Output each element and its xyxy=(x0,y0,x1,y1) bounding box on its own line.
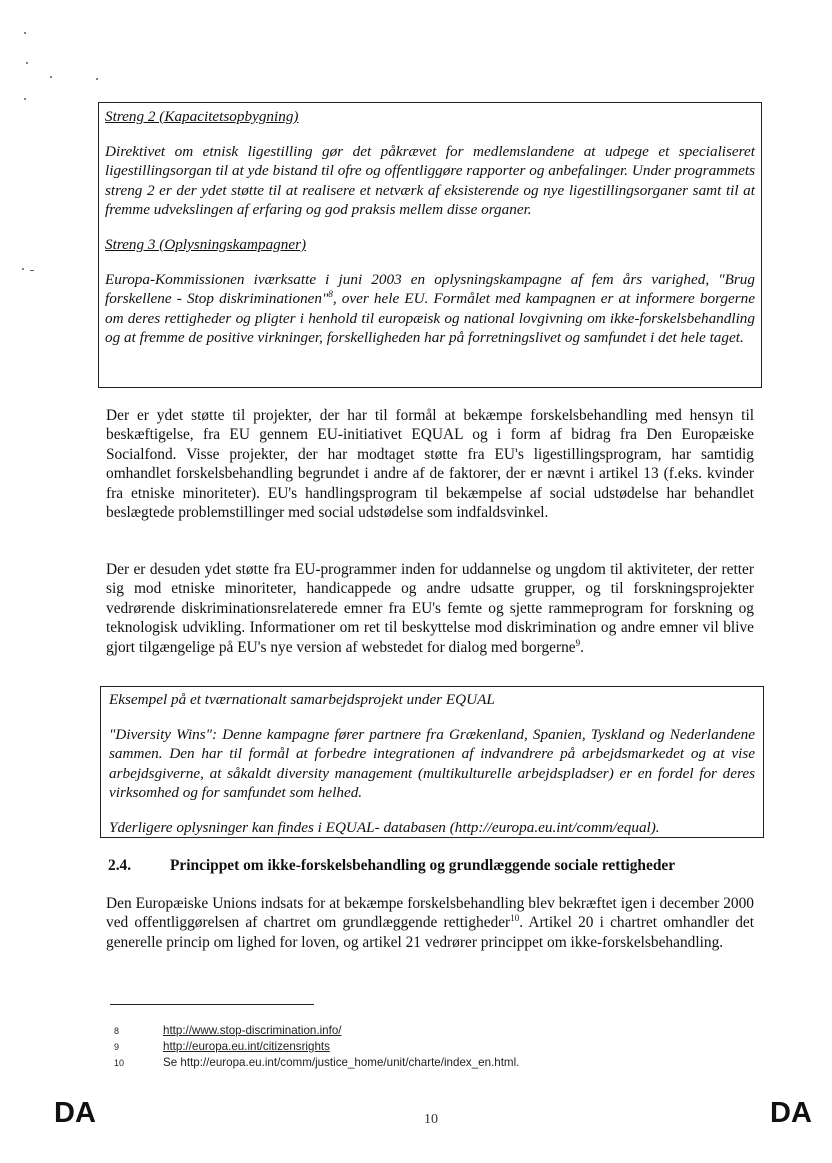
example-text: "Diversity Wins": Denne kampagne fører partnere fra Grækenland, Spanien, Tyskland og Nederlandene sammen. Den har til formål at forbedre integrationen af indvandrere på arbejdsmarkedet og at vise arbejdsgiverne, at såkaldt diversity management (multikulturelle arbejdspladser) er en fordel for deres virksomhed og for samfundet som helhed. xyxy=(109,726,755,801)
scan-speck xyxy=(24,98,26,100)
footnote-10-text: Se http://europa.eu.int/comm/justice_home/unit/charte/index_en.html. xyxy=(163,1056,520,1069)
scan-speck xyxy=(30,270,34,271)
footnote-8: 8 http://www.stop-discrimination.info/ xyxy=(114,1024,342,1037)
footnote-8-link[interactable]: http://www.stop-discrimination.info/ xyxy=(163,1024,342,1037)
paragraph-education-programs: Der er desuden ydet støtte fra EU-programmer inden for uddannelse og ungdom til aktiviteter, der retter sig mod etniske minoriteter, handicappede og andre udsatte grupper, og til forskningsprojekter vedrørende diskriminationsrelaterede emner fra EU's femte og sjette rammeprogram for forskning og teknologisk udvikling. Informationer om ret til beskyttelse mod diskrimination og andre emner vil blive gjort tilgængelige på EU's nye version af webstedet for dialog med borgerne$^9$. xyxy=(106,561,754,656)
example-more-info: Yderligere oplysninger kan findes i EQUAL- databasen (http://europa.eu.int/comm/equal). xyxy=(109,819,660,837)
equal-example-box xyxy=(100,686,764,838)
footnote-9-link[interactable]: http://europa.eu.int/citizensrights xyxy=(163,1040,330,1053)
strand-2-text: Direktivet om etnisk ligestilling gør det påkrævet for medlemslandene at udpege et specialiseret ligestillingsorgan til at yde bistand til ofre og offentliggøre rapporter og anbefalinger. Under programmets streng 2 er der ydet støtte til at realisere et netværk af eksisterende og nye ligestillingsorganer samt til at fremme udvekslingen af erfaring og god praksis mellem disse organer. xyxy=(105,143,755,218)
paragraph-charter: Den Europæiske Unions indsats for at bekæmpe forskelsbehandling blev bekræftet igen i december 2000 ved offentliggørelsen af chartret om grundlæggende rettigheder$^{10}$. Artikel 20 i chartret omhandler det generelle princip om lighed for loven, og artikel 21 vedrører princippet om ikke-forskelsbehandling. xyxy=(106,895,754,951)
scan-speck xyxy=(50,76,52,78)
footnote-separator xyxy=(110,1004,314,1005)
strand-3-heading: Streng 3 (Oplysningskampagner) xyxy=(105,236,307,254)
example-heading: Eksempel på et tværnationalt samarbejdsprojekt under EQUAL xyxy=(109,691,495,708)
scan-speck xyxy=(24,32,26,34)
paragraph-equal-support: Der er ydet støtte til projekter, der har til formål at bekæmpe forskelsbehandling med hensyn til beskæftigelse, fra EU gennem EU-initiativet EQUAL og i form af bidrag fra Den Europæiske Socialfond. Visse projekter, der har modtaget støtte fra EU's ligestillingsprogram, har samtidig omhandlet forskelsbehandling begrundet i andre af de faktorer, der er nævnt i artikel 13 (f.eks. kvinder fra etniske minoriteter). EU's handlingsprogram til bekæmpelse af social udstødelse har behandlet beslægtede problemstillinger med social udstødelse som indfaldsvinkel. xyxy=(106,407,754,522)
scan-speck xyxy=(22,268,24,270)
scan-speck xyxy=(96,78,98,80)
strand-2-heading: Streng 2 (Kapacitetsopbygning) xyxy=(105,108,299,125)
language-code-right: DA xyxy=(770,1097,812,1129)
strand-3-text: Europa-Kommissionen iværksatte i juni 2003 en oplysningskampagne af fem års varighed, "Brug forskellene - Stop diskriminationen"$^8$, over hele EU. Formålet med kampagnen er at informere borgerne om deres rettigheder og pligter i henhold til europæisk og national lovgivning om ikke-forskelsbehandling og at fremme de positive virkninger, forskelligheden har på forretningslivet og samfundet i det hele taget. xyxy=(105,271,755,346)
footnote-ref-8: 8 xyxy=(328,289,333,300)
footnote-ref-10: 10 xyxy=(510,913,520,924)
footnote-9: 9 http://europa.eu.int/citizensrights xyxy=(114,1040,330,1053)
language-code-left: DA xyxy=(54,1097,96,1129)
scan-speck xyxy=(26,62,28,64)
strand-info-box xyxy=(98,102,762,388)
footnote-10: 10 Se http://europa.eu.int/comm/justice_home/unit/charte/index_en.html. xyxy=(114,1056,520,1069)
page-number: 10 xyxy=(424,1112,438,1127)
section-number: 2.4. xyxy=(108,857,132,874)
footnote-ref-9: 9 xyxy=(575,637,581,648)
section-title: Princippet om ikke-forskelsbehandling og grundlæggende sociale rettigheder xyxy=(170,857,676,874)
section-heading xyxy=(108,856,768,876)
